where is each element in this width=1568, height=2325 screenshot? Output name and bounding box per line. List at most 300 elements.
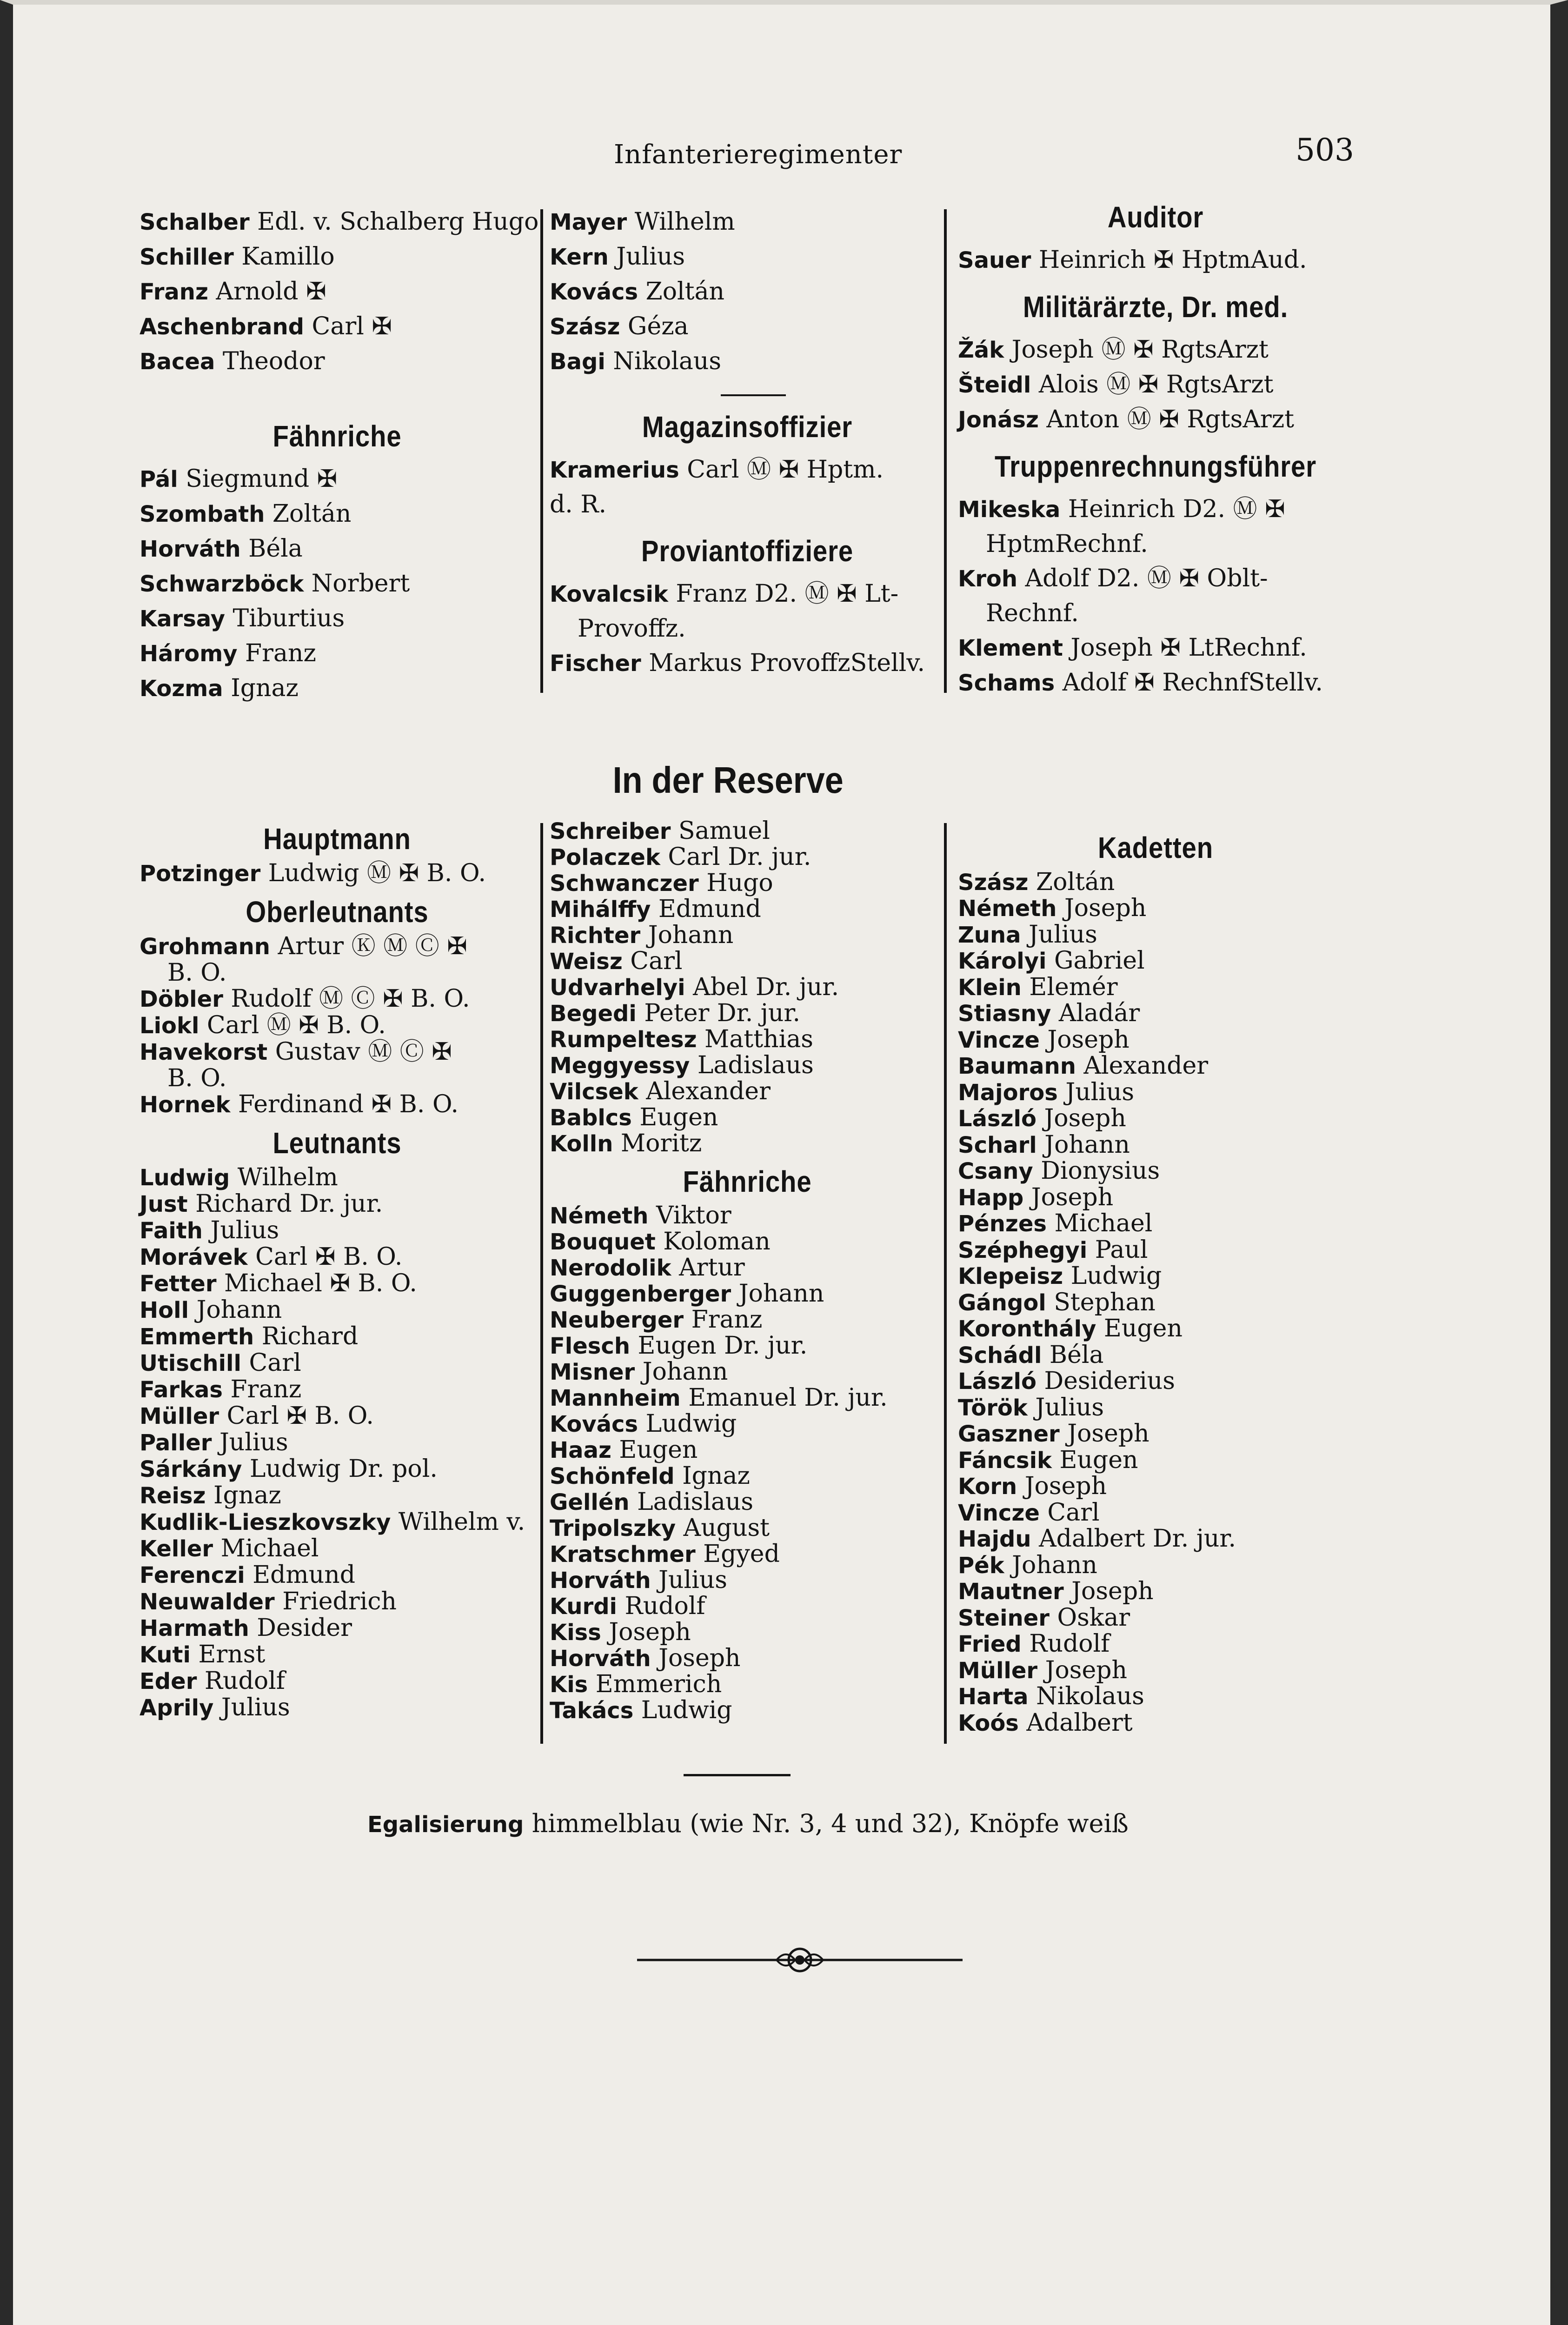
surname: Eder — [140, 1668, 197, 1694]
officer-entry — [140, 1482, 535, 1509]
given-name: Carl ✠ — [304, 312, 392, 340]
officer-entry — [140, 1615, 535, 1641]
officer-entry — [550, 1515, 945, 1541]
page-number: 503 — [1296, 132, 1354, 168]
officer-entry — [958, 1553, 1353, 1579]
surname: Paller — [140, 1430, 212, 1456]
given-name: Wilhelm — [230, 1163, 338, 1191]
surname: László — [958, 1368, 1036, 1395]
officer-entry — [140, 1091, 535, 1118]
officer-entry — [550, 344, 945, 379]
officer-entry — [958, 1080, 1353, 1106]
surname: Guggenberger — [550, 1281, 731, 1307]
given-name: Artur — [671, 1254, 745, 1282]
surname: Steiner — [958, 1605, 1050, 1631]
given-name: Adolf ✠ RechnfStellv. — [1055, 669, 1323, 697]
surname: Kovács — [550, 1411, 638, 1437]
officer-entry — [140, 1297, 535, 1323]
given-name: Ernst — [190, 1641, 266, 1668]
surname: Stiasny — [958, 1001, 1051, 1027]
section-title-militaeraerzte: Militärärzte, Dr. med. — [1023, 290, 1289, 324]
surname: Flesch — [550, 1333, 630, 1359]
surname: Schádl — [958, 1342, 1042, 1368]
officer-entry — [958, 1316, 1353, 1342]
officer-entry — [140, 1535, 535, 1562]
given-name: Joseph — [1063, 1577, 1154, 1605]
officer-entry — [550, 1385, 945, 1411]
surname: Faith — [140, 1218, 203, 1244]
given-name: Artur Ⓚ Ⓜ Ⓒ ✠ — [270, 932, 467, 960]
officer-entry — [550, 1079, 945, 1105]
surname: Meggyessy — [550, 1053, 690, 1079]
officer-entry — [140, 636, 535, 671]
surname: Klement — [958, 635, 1063, 661]
surname: Hajdu — [958, 1526, 1031, 1552]
given-name: Abel Dr. jur. — [685, 973, 839, 1001]
section-title-kadetten: Kadetten — [1098, 831, 1213, 864]
surname: Udvarhelyi — [550, 975, 685, 1001]
officer-entry — [550, 1307, 945, 1333]
given-name: Desider — [249, 1614, 352, 1642]
surname: Bagi — [550, 349, 605, 375]
officer-entry — [140, 566, 535, 601]
officer-entry — [550, 1027, 945, 1053]
surname: Farkas — [140, 1377, 223, 1403]
given-name: Johann — [1004, 1551, 1097, 1579]
officer-entry — [958, 1395, 1353, 1422]
surname: Holl — [140, 1297, 189, 1323]
section-title-magazinsoffizier: Magazinsoffizier — [642, 410, 853, 444]
surname: Bablcs — [550, 1105, 632, 1131]
officer-entry — [550, 1001, 945, 1027]
officer-entry — [140, 497, 535, 531]
officer-entry — [958, 948, 1353, 975]
given-name: Julius — [1027, 1393, 1104, 1422]
officer-entry — [140, 462, 535, 497]
surname: Döbler — [140, 986, 223, 1012]
surname: Emmerth — [140, 1324, 254, 1350]
surname: Nerodolik — [550, 1255, 671, 1281]
given-name: Julius — [202, 1216, 279, 1244]
surname: Utischill — [140, 1350, 241, 1376]
surname: Fetter — [140, 1271, 217, 1297]
officer-entry — [958, 1448, 1353, 1474]
given-name: Franz — [222, 1375, 302, 1403]
officer-entry — [958, 1290, 1353, 1316]
surname: Koós — [958, 1710, 1019, 1736]
section-title-truppenrechnungsfuehrer: Truppenrechnungsführer — [994, 450, 1317, 483]
officer-entry — [140, 986, 535, 1012]
given-name: Michael ✠ B. O. — [216, 1269, 417, 1297]
surname: Fischer — [550, 651, 641, 677]
officer-entry — [550, 1411, 945, 1437]
surname: Kiss — [550, 1620, 601, 1646]
officer-entry — [958, 1001, 1353, 1027]
top-column-2 — [550, 205, 945, 681]
surname: Vincze — [958, 1027, 1040, 1053]
given-name: Julius — [608, 243, 685, 271]
given-name: Ludwig — [638, 1410, 737, 1438]
officer-entry — [140, 933, 535, 960]
given-name: Moritz — [613, 1129, 702, 1157]
section-title-auditor: Auditor — [1107, 200, 1204, 234]
given-name: Carl — [1039, 1498, 1100, 1527]
officer-entry — [550, 1620, 945, 1646]
given-name: Emmerich — [588, 1670, 722, 1698]
officer-entry — [550, 1333, 945, 1359]
given-name: Johann — [635, 1358, 728, 1386]
surname: Kovalcsik — [550, 581, 668, 607]
entry-continuation: d. R. — [550, 491, 607, 518]
given-name: Emanuel Dr. jur. — [680, 1384, 888, 1412]
given-name: Alexander — [1076, 1052, 1209, 1080]
surname: Háromy — [140, 641, 238, 667]
surname: Széphegyi — [958, 1237, 1088, 1263]
officer-entry — [140, 1012, 535, 1039]
surname: Neuwalder — [140, 1589, 275, 1615]
surname: László — [958, 1106, 1036, 1132]
entry-continuation: HptmRechnf. — [986, 530, 1148, 558]
given-name: B. O. — [167, 959, 227, 987]
given-name: Ignaz — [223, 674, 299, 702]
given-name: Rudolf Ⓜ Ⓒ ✠ B. O. — [223, 985, 470, 1013]
given-name: Edmund — [245, 1561, 355, 1589]
officer-entry — [958, 1342, 1353, 1369]
given-name: Franz — [684, 1306, 763, 1334]
officer-entry — [958, 1500, 1353, 1527]
given-name: Dionysius — [1033, 1157, 1160, 1185]
ornament-divider — [637, 1944, 963, 1976]
given-name: Alois Ⓜ ✠ RgtsArzt — [1031, 371, 1274, 399]
surname: Žák — [958, 337, 1004, 363]
given-name: Michael — [1046, 1209, 1153, 1237]
surname: Scharl — [958, 1132, 1037, 1158]
given-name: Julius — [212, 1428, 288, 1456]
officer-entry — [550, 949, 945, 975]
given-name: Ludwig — [633, 1696, 732, 1724]
given-name: Arnold ✠ — [208, 278, 326, 306]
given-name: Edmund — [651, 895, 761, 923]
entry-continuation: Provoffz. — [578, 615, 686, 643]
surname: Vincze — [958, 1500, 1040, 1526]
given-name: Adolf D2. Ⓜ ✠ Oblt- — [1017, 565, 1268, 592]
section-title-hauptmann: Hauptmann — [263, 822, 411, 856]
officer-entry — [550, 1131, 945, 1157]
surname: Kramerius — [550, 457, 679, 483]
given-name: Joseph — [1056, 894, 1147, 922]
given-name: Zoltán — [638, 278, 725, 306]
given-name: Joseph — [651, 1644, 741, 1672]
officer-entry — [140, 309, 535, 344]
surname: Richter — [550, 923, 641, 949]
given-name: Eugen — [1051, 1446, 1138, 1474]
given-name: Joseph Ⓜ ✠ RgtsArzt — [1004, 336, 1269, 364]
officer-entry — [140, 671, 535, 706]
officer-entry — [140, 1429, 535, 1456]
given-name: Carl — [622, 947, 683, 975]
surname: Korn — [958, 1474, 1017, 1500]
surname: Ludwig — [140, 1165, 230, 1191]
given-name: Joseph — [1059, 1420, 1149, 1448]
surname: Müller — [958, 1657, 1038, 1684]
given-name: Joseph — [1037, 1656, 1127, 1684]
given-name: Zoltán — [1028, 868, 1115, 896]
surname: Csany — [958, 1158, 1033, 1184]
surname: Gaszner — [958, 1421, 1060, 1447]
officer-entry — [958, 1132, 1353, 1159]
column-rule — [944, 209, 947, 693]
surname: Kovács — [550, 279, 638, 305]
surname: Ferenczi — [140, 1562, 245, 1588]
given-name: Joseph — [1017, 1472, 1107, 1500]
surname: Szász — [550, 314, 620, 340]
officer-entry — [958, 1185, 1353, 1211]
officer-entry — [958, 870, 1353, 896]
surname: Weisz — [550, 949, 623, 975]
surname: Müller — [140, 1403, 219, 1429]
egalisierung-text: himmelblau (wie Nr. 3, 4 und 32), Knöpfe weiß — [524, 1809, 1129, 1838]
officer-entry — [140, 1323, 535, 1350]
given-name: Matthias — [697, 1025, 813, 1053]
surname: Schwarzböck — [140, 571, 304, 597]
officer-entry — [140, 1376, 535, 1403]
given-name: Julius — [213, 1694, 290, 1721]
short-rule — [684, 1774, 791, 1776]
given-name: Wilhelm — [627, 208, 735, 236]
officer-entry — [550, 844, 945, 870]
surname: Németh — [958, 896, 1057, 922]
given-name: Carl ✠ B. O. — [247, 1243, 403, 1271]
given-name: Ludwig — [1063, 1262, 1162, 1290]
surname: Gángol — [958, 1289, 1046, 1316]
officer-entry — [140, 1217, 535, 1244]
given-name: Béla — [1042, 1341, 1104, 1369]
officer-entry — [550, 452, 945, 487]
surname: Szász — [958, 869, 1029, 896]
given-name: Nikolaus — [605, 347, 722, 375]
surname: Fáncsik — [958, 1447, 1052, 1474]
officer-entry — [550, 646, 945, 681]
given-name: Stephan — [1046, 1288, 1156, 1316]
officer-entry — [550, 1437, 945, 1463]
given-name: B. O. — [167, 1064, 227, 1092]
officer-entry — [140, 1244, 535, 1270]
given-name: Alexander — [638, 1077, 771, 1105]
given-name: Wilhelm v. — [391, 1508, 525, 1536]
given-name: Paul — [1087, 1236, 1148, 1264]
officer-entry — [550, 1053, 945, 1079]
surname: Szombath — [140, 501, 265, 527]
given-name: Elemér — [1021, 973, 1118, 1001]
officer-entry — [958, 492, 1353, 527]
given-name: Zoltán — [265, 500, 352, 528]
officer-entry — [550, 239, 945, 274]
surname: Grohmann — [140, 934, 270, 960]
given-name: Edl. v. Schalberg Hugo — [249, 208, 539, 236]
surname: Zuna — [958, 922, 1021, 948]
surname: Tripolszky — [550, 1515, 676, 1541]
surname: Gellén — [550, 1489, 630, 1515]
surname: Schiller — [140, 244, 234, 270]
given-name: Ladislaus — [690, 1051, 814, 1079]
officer-entry — [550, 975, 945, 1001]
officer-entry — [958, 1106, 1353, 1132]
officer-entry — [140, 1350, 535, 1376]
given-name: Adalbert — [1018, 1708, 1133, 1737]
officer-entry — [550, 1255, 945, 1281]
top-column-1 — [140, 205, 539, 706]
given-name: Joseph — [1039, 1025, 1129, 1054]
officer-entry — [958, 1421, 1353, 1448]
given-name: Joseph — [1036, 1104, 1126, 1132]
surname: Harta — [958, 1684, 1029, 1710]
officer-entry — [140, 1164, 535, 1191]
officer-entry — [550, 1698, 945, 1724]
officer-entry — [958, 1368, 1353, 1395]
surname: Kudlik-Lieszkovszky — [140, 1509, 391, 1535]
column-rule — [540, 823, 543, 1744]
surname: Károlyi — [958, 948, 1047, 974]
officer-entry — [550, 1568, 945, 1594]
given-name: Tiburtius — [225, 604, 345, 632]
surname: Kroh — [958, 566, 1018, 592]
surname: Šteidl — [958, 372, 1031, 398]
officer-entry — [958, 631, 1353, 665]
given-name: Anton Ⓜ ✠ RgtsArzt — [1038, 405, 1295, 433]
officer-entry — [140, 1270, 535, 1297]
officer-entry — [550, 897, 945, 923]
officer-entry — [958, 1579, 1353, 1605]
given-name: Oskar — [1049, 1603, 1130, 1632]
surname: Pék — [958, 1552, 1004, 1579]
given-name: Heinrich D2. Ⓜ ✠ — [1060, 495, 1285, 523]
given-name: Johann — [189, 1296, 282, 1324]
surname: Kis — [550, 1672, 588, 1698]
surname: Rumpeltesz — [550, 1027, 697, 1053]
surname: Pénzes — [958, 1211, 1047, 1237]
section-title-oberleutnants: Oberleutnants — [246, 895, 429, 929]
officer-entry — [550, 818, 945, 844]
surname: Just — [140, 1191, 188, 1217]
given-name: Julius — [651, 1566, 727, 1594]
surname: Harmath — [140, 1615, 249, 1641]
reserve-heading: In der Reserve — [612, 759, 844, 801]
surname: Mikeska — [958, 497, 1061, 523]
given-name: Johann — [731, 1280, 824, 1308]
officer-entry — [140, 860, 535, 887]
surname: Klein — [958, 974, 1022, 1001]
given-name: Koloman — [655, 1228, 771, 1256]
officer-entry — [550, 1646, 945, 1672]
given-name: Carl ✠ B. O. — [219, 1402, 374, 1430]
surname: Neuberger — [550, 1307, 684, 1333]
officer-entry — [140, 1039, 535, 1065]
officer-entry — [140, 1403, 535, 1429]
surname: Horváth — [140, 536, 241, 562]
officer-entry — [550, 577, 945, 611]
officer-entry — [140, 960, 535, 986]
surname: Schönfeld — [550, 1463, 675, 1489]
officer-entry — [550, 1594, 945, 1620]
officer-entry — [958, 1658, 1353, 1684]
surname: Franz — [140, 279, 208, 305]
bottom-column-1 — [140, 814, 535, 1721]
egalisierung-label: Egalisierung — [367, 1812, 524, 1838]
given-name: Johann — [1036, 1130, 1130, 1159]
given-name: Ludwig Ⓜ ✠ B. O. — [260, 859, 486, 887]
officer-entry — [140, 239, 535, 274]
officer-entry — [140, 1668, 535, 1694]
officer-entry — [958, 1631, 1353, 1658]
officer-entry — [958, 1263, 1353, 1290]
short-rule — [721, 394, 786, 396]
column-rule — [944, 823, 947, 1744]
officer-entry — [550, 1489, 945, 1515]
surname: Aschenbrand — [140, 314, 305, 340]
given-name: Ignaz — [674, 1462, 750, 1490]
given-name: Richard — [254, 1322, 359, 1350]
officer-entry — [958, 1237, 1353, 1264]
officer-entry — [140, 344, 535, 379]
given-name: Eugen — [611, 1436, 698, 1464]
given-name: Adalbert Dr. jur. — [1031, 1525, 1236, 1553]
surname: Klepeisz — [958, 1263, 1063, 1289]
given-name: Carl — [241, 1349, 301, 1377]
given-name: Eugen — [1096, 1315, 1183, 1342]
officer-entry — [958, 1526, 1353, 1553]
surname: Karsay — [140, 606, 226, 632]
given-name: Franz — [237, 639, 316, 667]
surname: Mannheim — [550, 1385, 681, 1411]
section-title-faehnriche-reserve: Fähnriche — [683, 1165, 812, 1198]
given-name: Ladislaus — [629, 1488, 754, 1516]
officer-entry — [550, 1229, 945, 1255]
officer-entry — [958, 1684, 1353, 1710]
officer-entry — [958, 1158, 1353, 1185]
given-name: Carl Ⓜ ✠ Hptm. — [679, 456, 884, 484]
given-name: Ferdinand ✠ B. O. — [230, 1090, 459, 1118]
surname: Majoros — [958, 1079, 1058, 1106]
given-name: Carl Ⓜ ✠ B. O. — [199, 1011, 386, 1039]
given-name: Heinrich ✠ HptmAud. — [1031, 246, 1307, 274]
surname: Mihálffy — [550, 897, 651, 923]
surname: Koronthály — [958, 1316, 1096, 1342]
surname: Bacea — [140, 349, 215, 375]
surname: Schalber — [140, 209, 250, 235]
officer-entry — [550, 1105, 945, 1131]
officer-entry — [550, 274, 945, 309]
surname: Happ — [958, 1184, 1024, 1211]
given-name: Eugen — [631, 1103, 718, 1131]
surname: Polaczek — [550, 844, 660, 870]
given-name: Peter Dr. jur. — [636, 999, 801, 1027]
given-name: Siegmund ✠ — [178, 465, 338, 493]
given-name: Desiderius — [1036, 1367, 1175, 1395]
surname: Horváth — [550, 1568, 651, 1594]
officer-entry — [958, 1027, 1353, 1054]
surname: Mautner — [958, 1579, 1064, 1605]
officer-entry — [550, 870, 945, 897]
officer-entry — [550, 923, 945, 949]
given-name: Géza — [620, 312, 689, 340]
surname: Fried — [958, 1631, 1022, 1657]
surname: Bouquet — [550, 1229, 656, 1255]
officer-entry — [958, 665, 1353, 700]
officer-entry — [550, 1281, 945, 1307]
given-name: Gustav Ⓜ Ⓒ ✠ — [267, 1038, 452, 1066]
surname: Baumann — [958, 1053, 1076, 1079]
officer-entry — [140, 1509, 535, 1535]
